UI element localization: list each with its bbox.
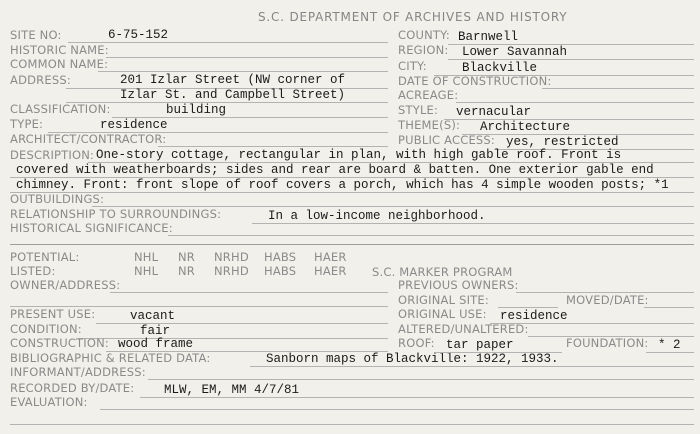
region-value: Lower Savannah	[462, 45, 568, 59]
common-name-label: COMMON NAME:	[10, 57, 109, 71]
recorded-by-line	[140, 397, 694, 398]
historic-name-label: HISTORIC NAME:	[10, 43, 109, 57]
classification-value: building	[166, 103, 227, 117]
site-no-line	[68, 42, 388, 43]
region-line	[448, 59, 694, 60]
classification-label: CLASSIFICATION:	[10, 102, 111, 116]
form-title: S.C. DEPARTMENT OF ARCHIVES AND HISTORY	[258, 10, 568, 24]
construction-label: CONSTRUCTION:	[10, 336, 109, 350]
description-label: DESCRIPTION:	[10, 148, 95, 162]
architect-label: ARCHITECT/CONTRACTOR:	[10, 132, 167, 146]
present-use-value: vacant	[130, 309, 176, 323]
potential-nrhd: NRHD	[214, 250, 249, 264]
architect-line	[158, 146, 388, 147]
listed-haer: HAER	[314, 264, 347, 278]
bibliographic-line	[250, 366, 694, 367]
foundation-label: FOUNDATION:	[566, 336, 649, 350]
informant-label: INFORMANT/ADDRESS:	[10, 365, 146, 379]
historical-significance-label: HISTORICAL SIGNIFICANCE:	[10, 221, 173, 235]
relationship-label: RELATIONSHIP TO SURROUNDINGS:	[10, 207, 222, 221]
county-label: COUNTY:	[398, 28, 450, 42]
potential-nhl: NHL	[134, 250, 159, 264]
altered-label: ALTERED/UNALTERED:	[398, 322, 529, 336]
evaluation-line2	[10, 424, 694, 425]
site-no-value: 6-75-152	[108, 28, 169, 42]
description-rule3	[10, 192, 694, 193]
style-label: STYLE:	[398, 103, 439, 117]
listed-label: LISTED:	[10, 264, 56, 278]
potential-haer: HAER	[314, 250, 347, 264]
type-value: residence	[100, 118, 168, 132]
public-access-value: yes, restricted	[506, 135, 619, 149]
bibliographic-label: BIBLIOGRAPHIC & RELATED DATA:	[10, 351, 211, 365]
city-label: CITY:	[398, 59, 427, 73]
original-site-line	[498, 307, 558, 308]
bibliographic-value: Sanborn maps of Blackville: 1922, 1933.	[266, 352, 559, 366]
moved-date-label: MOVED/DATE:	[566, 293, 649, 307]
description-line1: One-story cottage, rectangular in plan, with high gable roof. Front is	[96, 148, 622, 162]
relationship-line	[252, 223, 694, 224]
evaluation-line	[100, 409, 694, 410]
acreage-line	[456, 102, 694, 103]
themes-label: THEME(S):	[398, 118, 461, 132]
evaluation-label: EVALUATION:	[10, 395, 88, 409]
roof-value: tar paper	[446, 338, 514, 352]
relationship-value: In a low-income neighborhood.	[268, 209, 486, 223]
themes-value: Architecture	[480, 120, 571, 134]
recorded-by-label: RECORDED BY/DATE:	[10, 381, 135, 395]
address-line-rule2	[66, 102, 388, 103]
marker-program-label: S.C. MARKER PROGRAM	[372, 265, 513, 279]
moved-date-line	[644, 307, 694, 308]
original-site-label: ORIGINAL SITE:	[398, 293, 489, 307]
listed-nhl: NHL	[134, 264, 159, 278]
public-access-label: PUBLIC ACCESS:	[398, 133, 495, 147]
owner-address-label: OWNER/ADDRESS:	[10, 278, 121, 292]
section-divider	[10, 244, 694, 245]
roof-label: ROOF:	[398, 336, 435, 350]
present-use-label: PRESENT USE:	[10, 307, 96, 321]
listed-nr: NR	[178, 264, 195, 278]
previous-owners-label: PREVIOUS OWNERS:	[398, 278, 519, 292]
style-value: vernacular	[456, 105, 532, 119]
type-label: TYPE:	[10, 117, 44, 131]
address-line2: Izlar St. and Campbell Street)	[120, 88, 346, 102]
address-label: ADDRESS:	[10, 73, 71, 87]
informant-line	[148, 379, 694, 380]
historical-significance-line	[168, 235, 694, 236]
site-no-label: SITE NO:	[10, 28, 62, 42]
roof-line	[436, 352, 562, 353]
condition-value: fair	[140, 324, 171, 338]
outbuildings-label: OUTBUILDINGS:	[10, 192, 105, 206]
address-line1: 201 Izlar Street (NW corner of	[120, 73, 346, 87]
city-value: Blackville	[462, 61, 538, 75]
date-of-construction-line	[542, 88, 694, 89]
construction-value: wood frame	[118, 337, 194, 351]
potential-label: POTENTIAL:	[10, 250, 80, 264]
potential-nr: NR	[178, 250, 195, 264]
original-use-label: ORIGINAL USE:	[398, 307, 487, 321]
county-value: Barnwell	[458, 30, 519, 44]
original-use-value: residence	[500, 309, 568, 323]
acreage-label: ACREAGE:	[398, 88, 459, 102]
potential-habs: HABS	[264, 250, 297, 264]
region-label: REGION:	[398, 43, 449, 57]
listed-nrhd: NRHD	[214, 264, 249, 278]
date-of-construction-label: DATE OF CONSTRUCTION:	[398, 74, 552, 88]
condition-label: CONDITION:	[10, 322, 82, 336]
description-line3: chimney. Front: front slope of roof covers a porch, which has 4 simple wooden posts; *1	[16, 178, 669, 192]
common-name-line	[98, 71, 388, 72]
recorded-by-value: MLW, EM, MM 4/7/81	[164, 383, 300, 397]
listed-habs: HABS	[264, 264, 297, 278]
historic-name-line	[106, 57, 388, 58]
description-line2: covered with weatherboards; sides and rear are board & batten. One exterior gable end	[16, 163, 654, 177]
foundation-line	[646, 352, 694, 353]
foundation-value: * 2	[658, 338, 681, 352]
owner-address-line	[110, 292, 388, 293]
